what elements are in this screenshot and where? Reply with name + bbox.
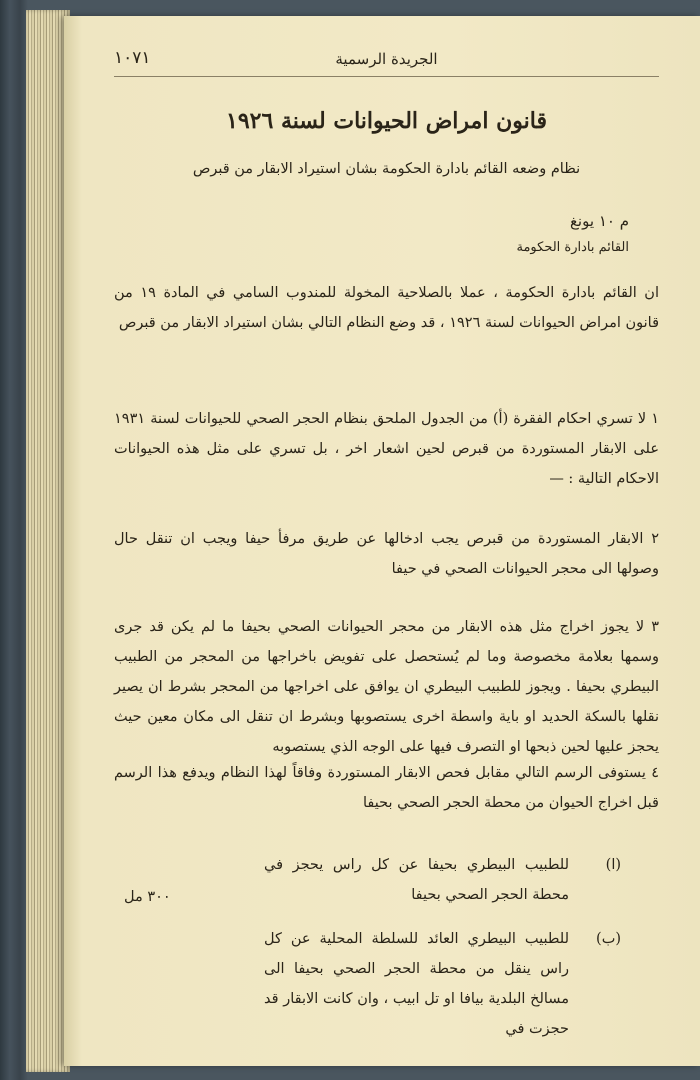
fee-item-marker: (ا) [605,857,621,873]
fee-amount: ٣٠٠ مل [124,889,171,905]
fee-item-marker: (ب) [596,931,621,947]
date-line: م ١٠ يونغ [569,212,629,230]
page-number: ١٠٧١ [114,48,151,68]
article-2-paragraph: ٢ الابقار المستوردة من قبرص يجب ادخالها عن طريق مرفأ حيفا ويجب ان تنقل حال وصولها الى محجر الحيوانات الصحي في حيفا [114,531,659,577]
page-content [114,16,659,1066]
fee-item-text: للطبيب البيطري بحيفا عن كل راس يحجز في محطة الحجر الصحي بحيفا [264,857,569,903]
article-4-paragraph: ٤ يستوفى الرسم التالي مقابل فحص الابقار المستوردة وفاقاً لهذا النظام ويدفع هذا الرسم قبل اخراج الحيوان من محطة الحجر الصحي بحيفا [114,765,659,811]
fee-item-text: للطبيب البيطري العائد للسلطة المحلية عن كل راس ينقل من محطة الحجر الصحي بحيفا الى مسالخ البلدية بيافا او تل ابيب ، وان كانت الابقار قد حجزت في [264,931,569,1037]
preamble-paragraph: ان القائم بادارة الحكومة ، عملا بالصلاحية المخولة للمندوب السامي في المادة ١٩ من قانون امراض الحيوانات لسنة ١٩٢٦ ، قد وضع النظام التالي بشان استيراد الابقار من قبرص [114,285,659,331]
signatory: القائم بادارة الحكومة [516,240,629,255]
running-head-title: الجريدة الرسمية [335,50,438,68]
article-1-paragraph: ١ لا تسري احكام الفقرة (أ) من الجدول الملحق بنظام الحجر الصحي للحيوانات لسنة ١٩٣١ على الابقار المستوردة من قبرص لحين اشعار اخر ، بل تسري على مثل هذه الحيوانات الاحكام التالية : — [114,411,659,487]
running-head [114,48,659,77]
document-page [64,16,700,1066]
regulation-subtitle: نظام وضعه القائم بادارة الحكومة بشان استيراد الابقار من قبرص [192,161,581,177]
law-title: قانون امراض الحيوانات لسنة ١٩٢٦ [226,108,547,134]
article-3-paragraph: ٣ لا يجوز اخراج مثل هذه الابقار من محجر الحيوانات الصحي بحيفا ما لم يكن قد جرى وسمها بعلامة مخصوصة وما لم يُستحصل على تفويض باخراجها من المحجر من الطبيب البيطري بحيفا . ويجوز للطبيب البيطري ان يوافق على اخراجها من المحجر بشرط ان يصير نقلها بالسكة الحديد او باية واسطة اخرى يستصوبها وبشرط ان تنقل الى مكان معين حيث يحجز عليها لحين ذبحها او التصرف فيها على الوجه الذي يستصوبه [114,619,659,755]
